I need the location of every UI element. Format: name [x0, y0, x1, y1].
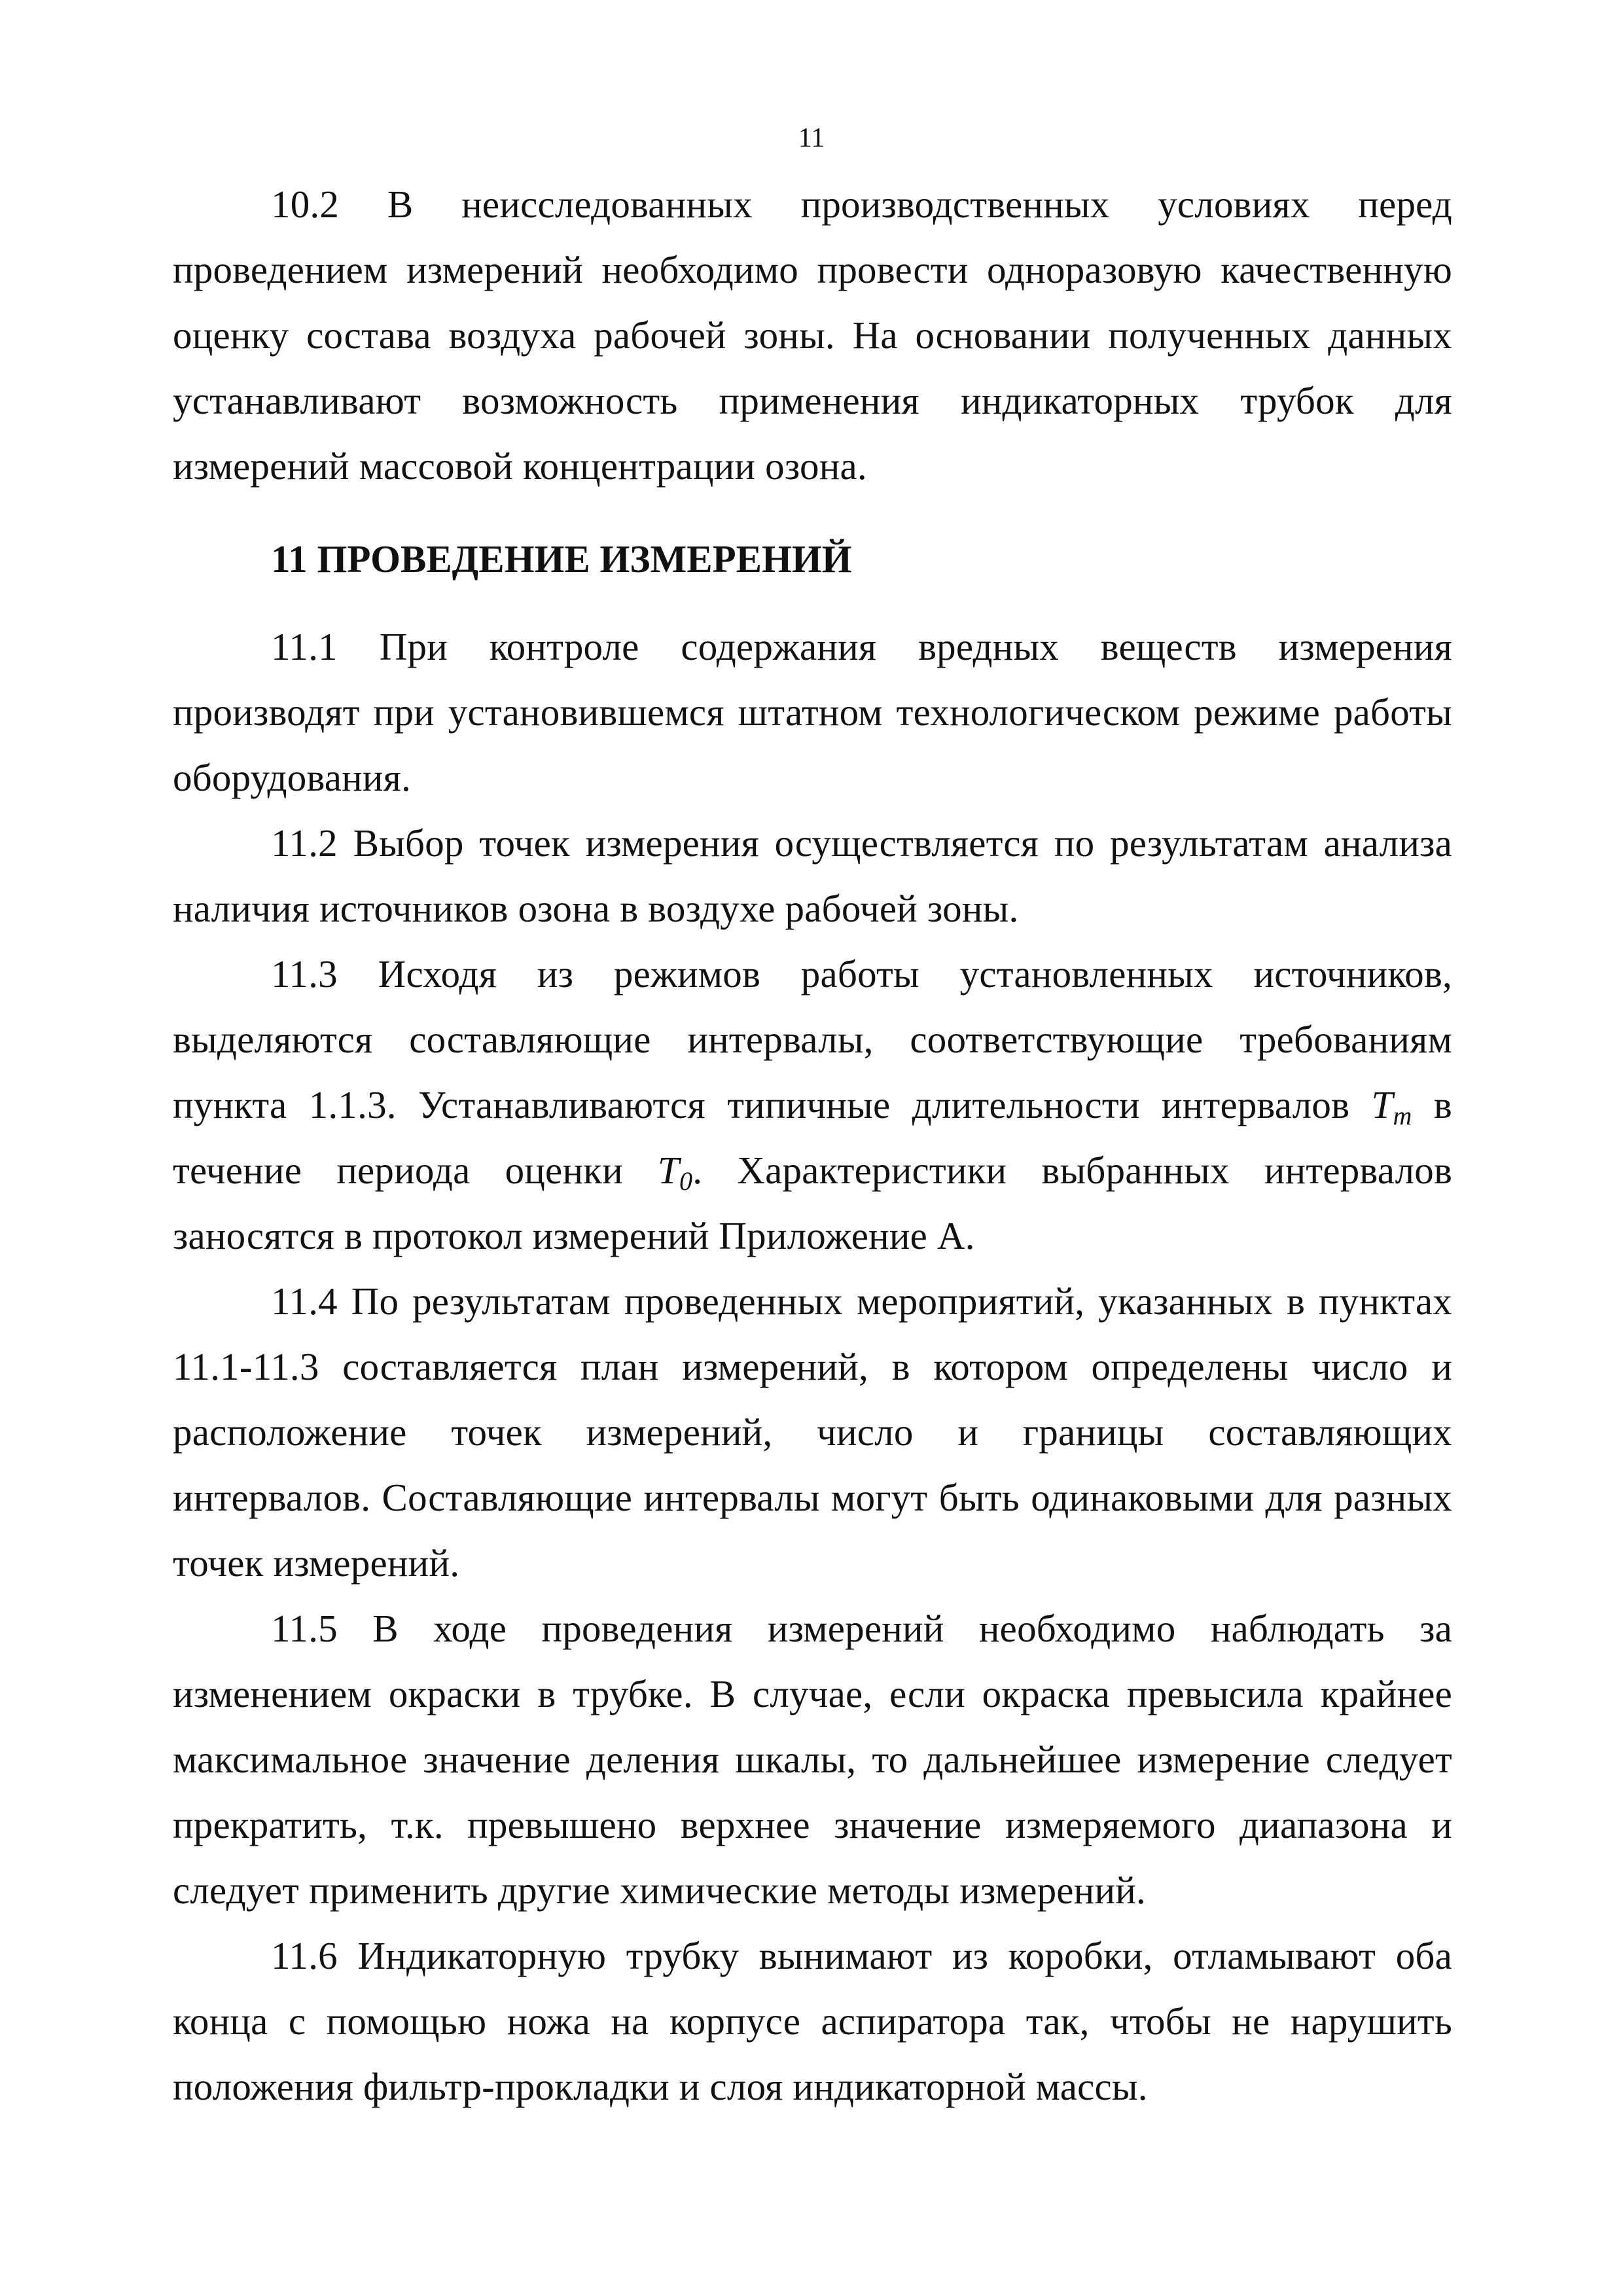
paragraph-11-4: 11.4 По результатам проведенных мероприятий, указанных в пунктах 11.1-11.3 составляется план измерений, в котором определены число и расположение точек измерений, число и границы составляющих интервалов. Составляющие интервалы могут быть одинаковыми для разных точек измерений.	[173, 1280, 1452, 1585]
paragraph-11-3-part1: 11.3 Исходя из режимов работы установленных источников, выделяются составляющие интервалы, соответствующие требованиям пункта 1.1.3. Устанавливаются типичные длительности интервалов	[173, 952, 1452, 1126]
paragraph-11-3-part3: . Характеристики выбранных интервалов заносятся в протокол измерений Приложение А.	[173, 1149, 1453, 1257]
page-number: 11	[798, 123, 825, 153]
paragraph-11-6: 11.6 Индикаторную трубку вынимают из коробки, отламывают оба конца с помощью ножа на корпусе аспиратора так, чтобы не нарушить положения фильтр-прокладки и слоя индикаторной массы.	[173, 1934, 1452, 2108]
paragraph-11-5: 11.5 В ходе проведения измерений необходимо наблюдать за изменением окраски в трубке. В случае, если окраска превысила крайнее максимальное значение деления шкалы, то дальнейшее измерение следует прекратить, т.к. превышено верхнее значение измеряемого диапазона и следует применить другие химические методы измерений.	[173, 1607, 1452, 1912]
paragraph-11-3	[173, 941, 1452, 1268]
paragraph-11-1: 11.1 При контроле содержания вредных веществ измерения производят при установившемся штатном технологическом режиме работы оборудования.	[173, 625, 1452, 799]
symbol-t-m	[1371, 1083, 1412, 1130]
paragraph-10-2: 10.2 В неисследованных производственных условиях перед проведением измерений необходимо провести одноразовую качественную оценку состава воздуха рабочей зоны. На основании полученных данных устанавливают возможность применения индикаторных трубок для измерений массовой концентрации озона.	[173, 183, 1452, 488]
symbol-t-0-subscript: 0	[679, 1166, 693, 1196]
symbol-t-m-base: T	[1371, 1083, 1393, 1126]
paragraph-11-2: 11.2 Выбор точек измерения осуществляется по результатам анализа наличия источников озона в воздухе рабочей зоны.	[173, 821, 1452, 930]
paragraph-11-3-part2: в течение периода оценки	[173, 1083, 1452, 1192]
section-heading: 11 ПРОВЕДЕНИЕ ИЗМЕРЕНИЙ	[271, 537, 852, 581]
symbol-t-0-base: T	[657, 1149, 679, 1192]
symbol-t-0	[657, 1149, 693, 1196]
symbol-t-m-subscript: m	[1393, 1101, 1412, 1130]
page-content	[173, 171, 1452, 2119]
